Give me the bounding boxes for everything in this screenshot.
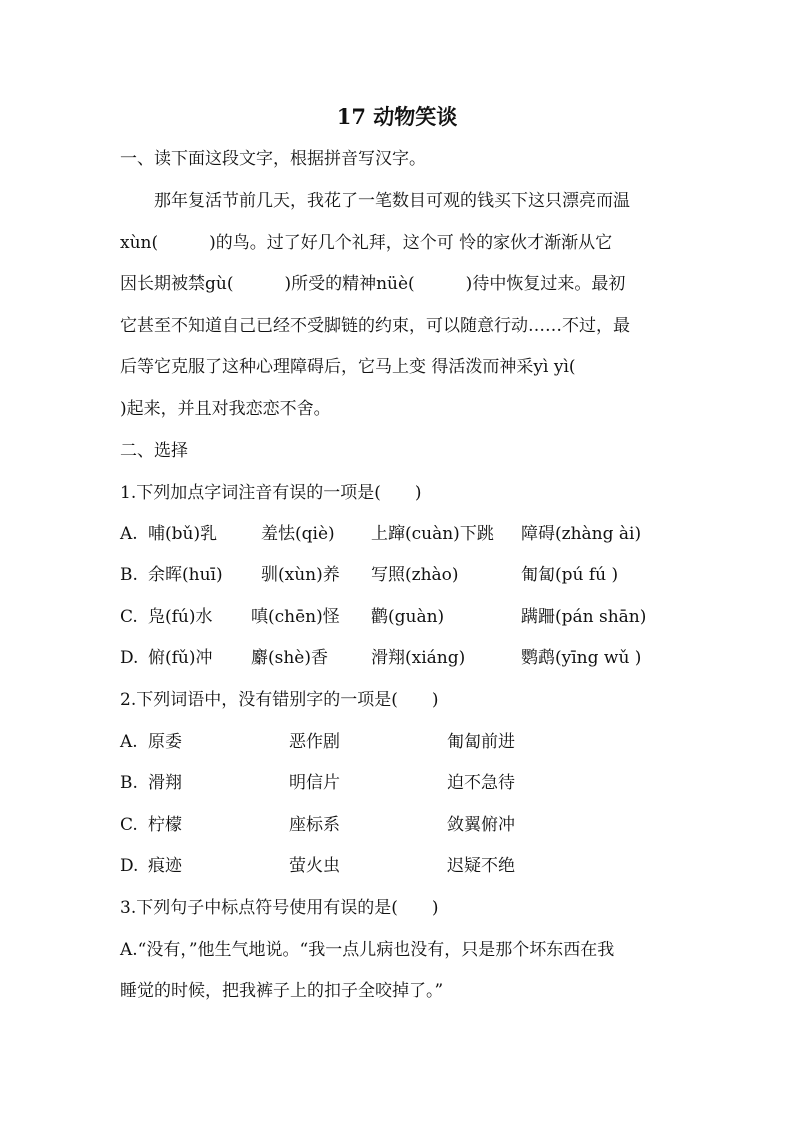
option-item: 柠檬 <box>148 815 182 835</box>
option-item: 明信片 <box>289 773 340 793</box>
option-item: 俯(fǔ)冲 <box>148 648 213 668</box>
option-item: 麝(shè)香 <box>251 648 328 668</box>
option-item: 匍匐(pú fú ) <box>521 565 619 585</box>
option-letter: B. <box>120 565 138 585</box>
option-letter: B. <box>120 773 138 793</box>
option-item: 驯(xùn)养 <box>261 565 340 585</box>
option-item: 蹒跚(pán shān) <box>521 607 647 627</box>
option-item: 匍匐前进 <box>447 732 515 752</box>
section2-heading: 二、选择 <box>120 441 188 461</box>
option-letter: D. <box>120 856 139 876</box>
option-letter: D. <box>120 648 139 668</box>
option-item: 痕迹 <box>148 856 182 876</box>
option-item: 余晖(huī) <box>148 565 223 585</box>
question-3-stem: 3.下列句子中标点符号使用有误的是( ) <box>120 898 439 918</box>
passage-line: )起来，并且对我恋恋不舍。 <box>120 399 331 419</box>
passage-line: 那年复活节前几天，我花了一笔数目可观的钱买下这只漂亮而温 <box>120 191 630 211</box>
option-item: 哺(bǔ)乳 <box>148 524 218 544</box>
option-letter: C. <box>120 815 138 835</box>
option-letter: C. <box>120 607 138 627</box>
option-item: 写照(zhào) <box>371 565 459 585</box>
question-3-option-a-line: 睡觉的时候，把我裤子上的扣子全咬掉了。” <box>120 981 444 1001</box>
option-letter: A. <box>120 524 138 544</box>
question-3-option-a-line: A.“没有，”他生气地说。“我一点儿病也没有，只是那个坏东西在我 <box>120 940 615 960</box>
section1-heading: 一、读下面这段文字，根据拼音写汉字。 <box>120 149 426 169</box>
option-item: 滑翔(xiáng) <box>371 648 466 668</box>
option-item: 原委 <box>148 732 182 752</box>
passage-line: 它甚至不知道自己已经不受脚链的约束，可以随意行动……不过，最 <box>120 316 630 336</box>
option-item: 羞怯(qiè) <box>261 524 335 544</box>
passage-line: 后等它克服了这种心理障碍后，它马上变 得活泼而神采yì yì( <box>120 357 576 377</box>
passage-line: 因长期被禁gù( )所受的精神nüè( )待中恢复过来。最初 <box>120 274 626 294</box>
question-2-stem: 2.下列词语中，没有错别字的一项是( ) <box>120 690 439 710</box>
option-item: 迫不急待 <box>447 773 515 793</box>
option-item: 凫(fú)水 <box>148 607 213 627</box>
passage-line: xùn( )的鸟。过了好几个礼拜，这个可 怜的家伙才渐渐从它 <box>120 233 613 253</box>
option-item: 敛翼俯冲 <box>447 815 515 835</box>
option-item: 嗔(chēn)怪 <box>251 607 340 627</box>
option-item: 鹳(guàn) <box>371 607 445 627</box>
option-item: 迟疑不绝 <box>447 856 515 876</box>
option-item: 滑翔 <box>148 773 182 793</box>
option-item: 恶作剧 <box>289 732 340 752</box>
option-item: 鹦鹉(yīng wǔ ) <box>521 648 642 668</box>
option-item: 萤火虫 <box>289 856 340 876</box>
option-letter: A. <box>120 732 138 752</box>
question-1-stem: 1.下列加点字词注音有误的一项是( ) <box>120 483 422 503</box>
option-item: 座标系 <box>289 815 340 835</box>
option-item: 障碍(zhàng ài) <box>521 524 642 544</box>
option-item: 上蹿(cuàn)下跳 <box>371 524 494 544</box>
page-title: 17 动物笑谈 <box>336 104 458 129</box>
